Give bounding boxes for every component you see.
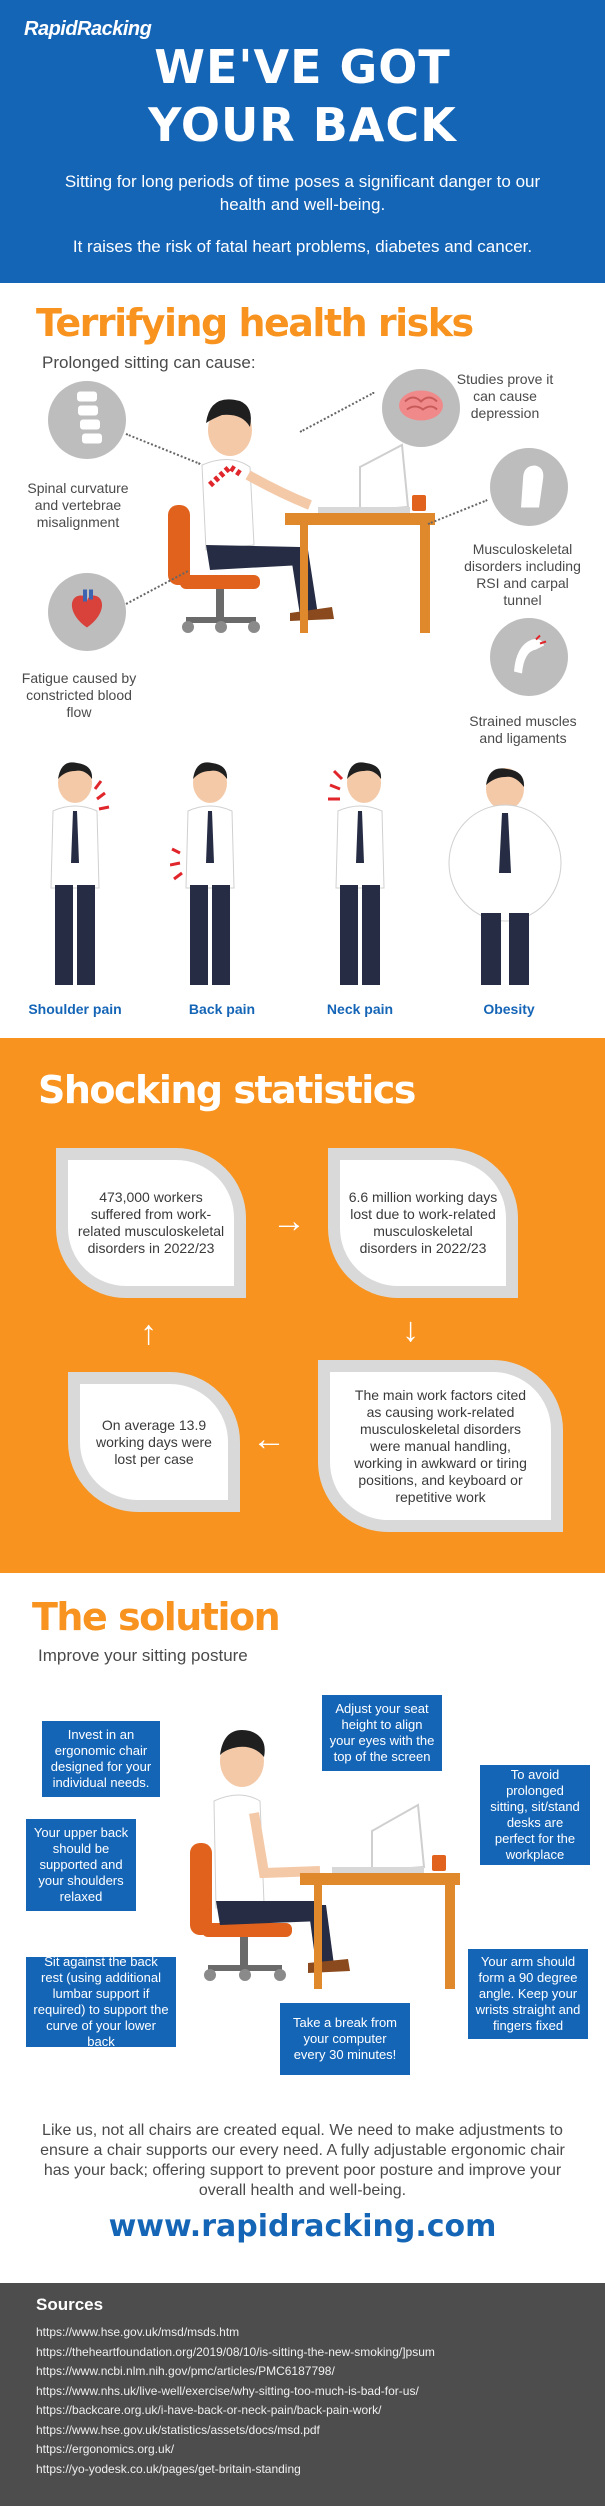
tip-sit-stand-desk: To avoid prolonged sitting, sit/stand desks are perfect for the workplace <box>480 1765 590 1865</box>
section-title: Terrifying health risks <box>36 301 473 345</box>
tip-arm-angle: Your arm should form a 90 degree angle. Keep your wrists straight and fingers fixed <box>468 1949 588 2039</box>
shoulder-pain-figure <box>35 753 115 993</box>
solution-section <box>0 1573 605 2283</box>
wrist-icon <box>509 460 549 515</box>
risk-label: Strained muscles and ligaments <box>469 713 577 746</box>
source-link[interactable]: https://yo-yodesk.co.uk/pages/get-britain-standing <box>36 2461 301 2476</box>
tip-take-break: Take a break from your computer every 30 minutes! <box>280 2003 410 2075</box>
stat-box: 6.6 million working days lost due to work-related musculoskeletal disorders in 2022/23 <box>328 1148 518 1298</box>
section-subtitle: Prolonged sitting can cause: <box>42 353 256 372</box>
risk-label: Studies prove it can cause depression <box>456 371 554 421</box>
spine-icon <box>67 390 107 451</box>
condition-label: Obesity <box>483 1001 535 1017</box>
risk-label: Musculoskeletal disorders including RSI and carpal tunnel <box>464 541 581 608</box>
arrow-down-icon: ↓ <box>402 1311 419 1349</box>
intro-text: Sitting for long periods of time poses a significant danger to our health and well-being. <box>64 172 541 214</box>
section-title: The solution <box>32 1595 280 1639</box>
back-pain-figure <box>170 753 250 993</box>
spine-risk-circle <box>48 381 126 459</box>
stat-box: On average 13.9 working days were lost per case <box>68 1372 240 1512</box>
stat-box: 473,000 workers suffered from work-related musculoskeletal disorders in 2022/23 <box>56 1148 246 1298</box>
tip-seat-height: Adjust your seat height to align your eyes with the top of the screen <box>322 1695 442 1771</box>
arm-risk-circle <box>490 618 568 696</box>
neck-pain-figure <box>320 753 400 993</box>
arrow-up-icon: ↑ <box>140 1314 157 1352</box>
source-link[interactable]: https://ergonomics.org.uk/ <box>36 2442 175 2456</box>
condition-label: Back pain <box>188 1001 256 1017</box>
closing-text: Like us, not all chairs are created equal. We need to make adjustments to ensure a chair supports our every need. A fully adjustable ergonomic chair has your back; offering support to prevent poor posture and improve your overall health and well-being. <box>40 2122 565 2199</box>
condition-label: Neck pain <box>326 1001 394 1017</box>
sources-title: Sources <box>36 2295 104 2314</box>
tip-back-rest: Sit against the back rest (using additional lumbar support if required) to support the curve of your lower back <box>26 1957 176 2047</box>
brain-icon <box>397 388 445 429</box>
source-link[interactable]: https://theheartfoundation.org/2019/08/10/is-sitting-the-new-smoking/]psum <box>36 2344 435 2359</box>
health-risks-section <box>0 283 605 1038</box>
stat-box: The main work factors cited as causing work-related musculoskeletal disorders were manual handling, working in awkward or tiring positions, and keyboard or repetitive work <box>318 1360 563 1532</box>
source-link[interactable]: https://www.nhs.uk/live-well/exercise/why-sitting-too-much-is-bad-for-us/ <box>36 2383 419 2398</box>
arm-icon <box>506 632 552 683</box>
brain-risk-circle <box>382 369 460 447</box>
tip-ergonomic-chair: Invest in an ergonomic chair designed for your individual needs. <box>42 1721 160 1797</box>
heart-icon <box>65 588 109 637</box>
risk-text: It raises the risk of fatal heart problems, diabetes and cancer. <box>72 237 533 256</box>
section-subtitle: Improve your sitting posture <box>38 1646 248 1665</box>
condition-label: Shoulder pain <box>28 1001 122 1017</box>
arrow-left-icon: ← <box>252 1420 286 1458</box>
logo[interactable]: RapidRacking <box>24 18 152 40</box>
source-link[interactable]: https://backcare.org.uk/i-have-back-or-neck-pain/back-pain-work/ <box>36 2403 382 2417</box>
page-title: WE'VE GOT YOUR BACK <box>148 40 457 152</box>
conditions-row <box>0 753 605 1038</box>
website-link[interactable]: www.rapidracking.com <box>108 2209 497 2244</box>
source-link[interactable]: https://www.hse.gov.uk/msd/msds.htm <box>36 2325 240 2339</box>
statistics-section <box>0 1038 605 1573</box>
heart-risk-circle <box>48 573 126 651</box>
tip-upper-back: Your upper back should be supported and your shoulders relaxed <box>26 1819 136 1911</box>
arrow-right-icon: → <box>272 1202 306 1240</box>
risk-label: Spinal curvature and vertebrae misalignment <box>27 480 129 530</box>
source-link[interactable]: https://www.ncbi.nlm.nih.gov/pmc/articles/PMC6187798/ <box>36 2364 335 2378</box>
source-link[interactable]: https://www.hse.gov.uk/statistics/assets/docs/msd.pdf <box>36 2422 320 2437</box>
sources-section <box>0 2283 605 2506</box>
wrist-risk-circle <box>490 448 568 526</box>
obesity-figure <box>445 763 565 993</box>
sources-list <box>36 2323 435 2479</box>
section-title: Shocking statistics <box>38 1068 415 1112</box>
header <box>0 0 605 283</box>
risk-label: Fatigue caused by constricted blood flow <box>21 670 137 720</box>
